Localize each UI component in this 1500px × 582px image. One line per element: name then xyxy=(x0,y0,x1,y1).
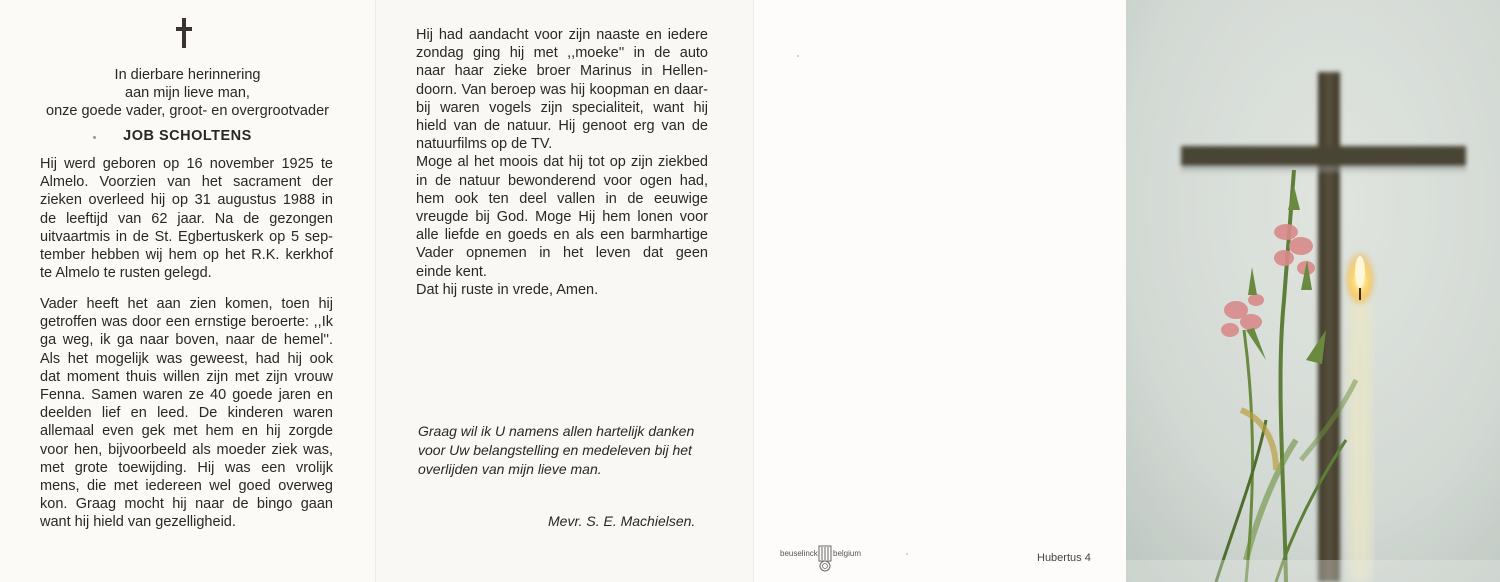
text-line: einde kent. xyxy=(416,263,487,280)
cross-candle-flowers-photo xyxy=(1126,0,1500,582)
text-line: de leeftijd van 62 jaar. Na de gezongen xyxy=(40,210,333,227)
dedication-line-3: onze goede vader, groot- en overgrootvader xyxy=(46,103,329,119)
publisher-mark xyxy=(780,545,870,575)
publisher-name: beuselinck xyxy=(780,549,818,558)
text-line: Hij had aandacht voor zijn naaste en iedere xyxy=(416,27,708,43)
text-line: naar haar zieke broer Marinus in Hellen- xyxy=(416,63,708,80)
dedication-line-2: aan mijn lieve man, xyxy=(125,85,250,101)
text-line: alle liefde en goeds en als een barmhartige xyxy=(416,227,708,244)
inner-back-panel xyxy=(753,0,1127,582)
cover-photo xyxy=(1126,0,1500,582)
left-page-panel xyxy=(0,0,375,582)
text-line: zondag ging hij met ,,moeke'' in de auto xyxy=(416,45,708,62)
text-line: hem ook ten deel vallen in de eeuwige xyxy=(416,190,708,207)
text-line: dat moment thuis willen zijn met zijn vrouw xyxy=(40,368,333,385)
print-speck xyxy=(797,55,799,57)
text-line: doorn. Van beroep was hij koopman en daar- xyxy=(416,81,708,98)
deceased-name: JOB SCHOLTENS xyxy=(123,128,252,144)
remembrance-paragraph xyxy=(40,295,333,532)
dedication-line-1: In dierbare herinnering xyxy=(114,67,261,83)
text-line: bij waren vogels zijn specialiteit, want hij xyxy=(416,99,708,116)
publisher-country: belgium xyxy=(833,549,862,558)
candle-icon xyxy=(1344,244,1376,582)
acknowledgement-text xyxy=(418,422,714,479)
print-speck xyxy=(906,553,908,555)
text-line: uitvaartmis in de St. Egbertuskerk op 5 sep- xyxy=(40,228,333,245)
text-line: voor hen, bijvoorbeeld als moeder ziek was, xyxy=(40,441,333,458)
biography-paragraph xyxy=(40,155,333,282)
text-line: ga weg, ik ga naar boven, naar de hemel''. xyxy=(40,332,333,349)
signature: Mevr. S. E. Machielsen. xyxy=(548,513,696,529)
text-line: Vader opnemen in het leven dat geen xyxy=(416,245,708,262)
publisher-logo-icon xyxy=(816,545,834,573)
text-line: zieken overleed hij op 31 augustus 1988 in xyxy=(40,192,333,209)
text-line: Als het mogelijk was geweest, had hij ook xyxy=(40,350,333,367)
text-line: vreugde bij God. Moge Hij hem lonen voor xyxy=(416,209,708,226)
text-line: deelden lief en leed. De kinderen waren xyxy=(40,405,333,422)
text-line: overlijden van mijn lieve man. xyxy=(418,461,602,477)
text-line: Almelo. Voorzien van het sacrament der xyxy=(40,174,333,191)
text-line: Graag wil ik U namens allen hartelijk danken xyxy=(418,423,695,439)
text-line: Dat hij ruste in vrede, Amen. xyxy=(416,281,599,298)
text-line: getroffen was door een ernstige beroerte: ,,Ik xyxy=(40,314,333,331)
text-line: natuurfilms op de TV. xyxy=(416,136,553,153)
text-line: mens, die met iedereen wel goed overweg xyxy=(40,478,333,495)
text-line: kon. Graag mocht hij naar de bingo gaan xyxy=(40,496,333,513)
text-line: Fenna. Samen waren ze 40 goede jaren en xyxy=(40,387,333,404)
text-line: allemaal even gek met hem en hij zorgde xyxy=(40,423,333,440)
cross-icon xyxy=(176,18,192,48)
text-line: hield van de natuur. Hij genoot erg van de xyxy=(416,118,708,135)
text-line: in de natuur bewonderend voor ogen had, xyxy=(416,172,708,189)
character-paragraph xyxy=(416,26,708,299)
card-code: Hubertus 4 xyxy=(1037,552,1091,564)
text-line: Vader heeft het aan zien komen, toen hij xyxy=(40,296,333,312)
text-line: Hij werd geboren op 16 november 1925 te xyxy=(40,156,333,172)
text-line: want hij hield van gezelligheid. xyxy=(40,514,236,531)
text-line: te Almelo te rusten gelegd. xyxy=(40,265,212,282)
text-line: tember hebben wij hem op het R.K. kerkhof xyxy=(40,247,333,264)
text-line: Moge al het moois dat hij tot op zijn ziekbed xyxy=(416,154,708,171)
text-line: met grote toewijding. Hij was een vrolijk xyxy=(40,459,333,476)
text-line: voor Uw belangstelling en medeleven bij het xyxy=(418,442,692,458)
